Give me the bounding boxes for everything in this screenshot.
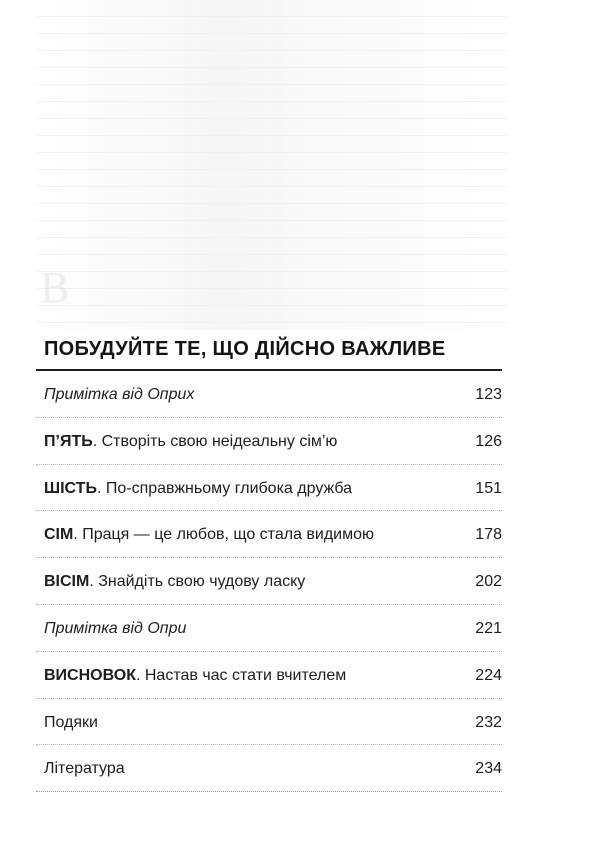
toc-row-conclusion: [36, 652, 502, 699]
toc-row-eight: [36, 558, 502, 605]
toc-entry-text: . По-справжньому глибока дружба: [96, 479, 353, 497]
toc-page-number: 234: [475, 760, 502, 778]
toc-entry-text: Подяки: [44, 713, 98, 731]
toc-entry: [44, 433, 337, 451]
toc-row-acknowledgements: [36, 699, 502, 746]
toc-row-note-1: [36, 371, 502, 418]
toc-entry-text: . Створіть свою неідеальну сім’ю: [92, 432, 338, 450]
toc-entry-text: Примітка від Опри: [44, 619, 187, 637]
toc-row-literature: [36, 745, 502, 792]
toc-page-number: 151: [475, 479, 502, 497]
toc-row-seven: [36, 511, 502, 558]
toc-row-note-2: [36, 605, 502, 652]
toc-page-number: 232: [475, 713, 502, 731]
toc-entry: [44, 386, 194, 404]
toc-row-six: [36, 465, 502, 512]
toc-entry: [44, 667, 346, 685]
toc-entry-keyword: П’ЯТЬ: [44, 432, 93, 450]
toc-row-five: [36, 418, 502, 465]
toc-page-number: 224: [475, 666, 502, 684]
toc-page-number: 202: [475, 573, 502, 591]
toc-entry-text: Література: [44, 760, 125, 778]
bleed-through-letter: В: [40, 263, 70, 312]
toc-entry-keyword: ШІСТЬ: [44, 479, 97, 497]
toc-page-number: 126: [475, 432, 502, 450]
toc-entry: [44, 620, 186, 638]
toc-page-number: 178: [475, 526, 502, 544]
toc-entry-keyword: ВИСНОВОК: [44, 666, 136, 684]
toc-entry: [44, 573, 305, 591]
toc-entry: [44, 760, 125, 778]
toc-entry-text: . Знайдіть свою чудову ласку: [89, 573, 306, 591]
toc-page-number: 221: [475, 619, 502, 637]
toc-entry: [44, 480, 352, 498]
section-title: ПОБУДУЙТЕ ТЕ, ЩО ДІЙСНО ВАЖЛИВЕ: [44, 338, 446, 360]
table-of-contents: [36, 371, 502, 792]
toc-page-number: 123: [475, 386, 502, 403]
toc-entry-text: . Настав час стати вчителем: [135, 666, 347, 684]
toc-entry-keyword: СІМ: [44, 526, 74, 544]
toc-entry-text: . Праця — це любов, що стала видимою: [73, 526, 375, 544]
toc-entry-text: Примітка від Оприх: [44, 386, 195, 403]
toc-entry: [44, 526, 374, 544]
toc-entry-keyword: ВІСІМ: [44, 573, 90, 591]
bleed-through-text: [36, 0, 506, 330]
toc-entry: [44, 714, 98, 732]
